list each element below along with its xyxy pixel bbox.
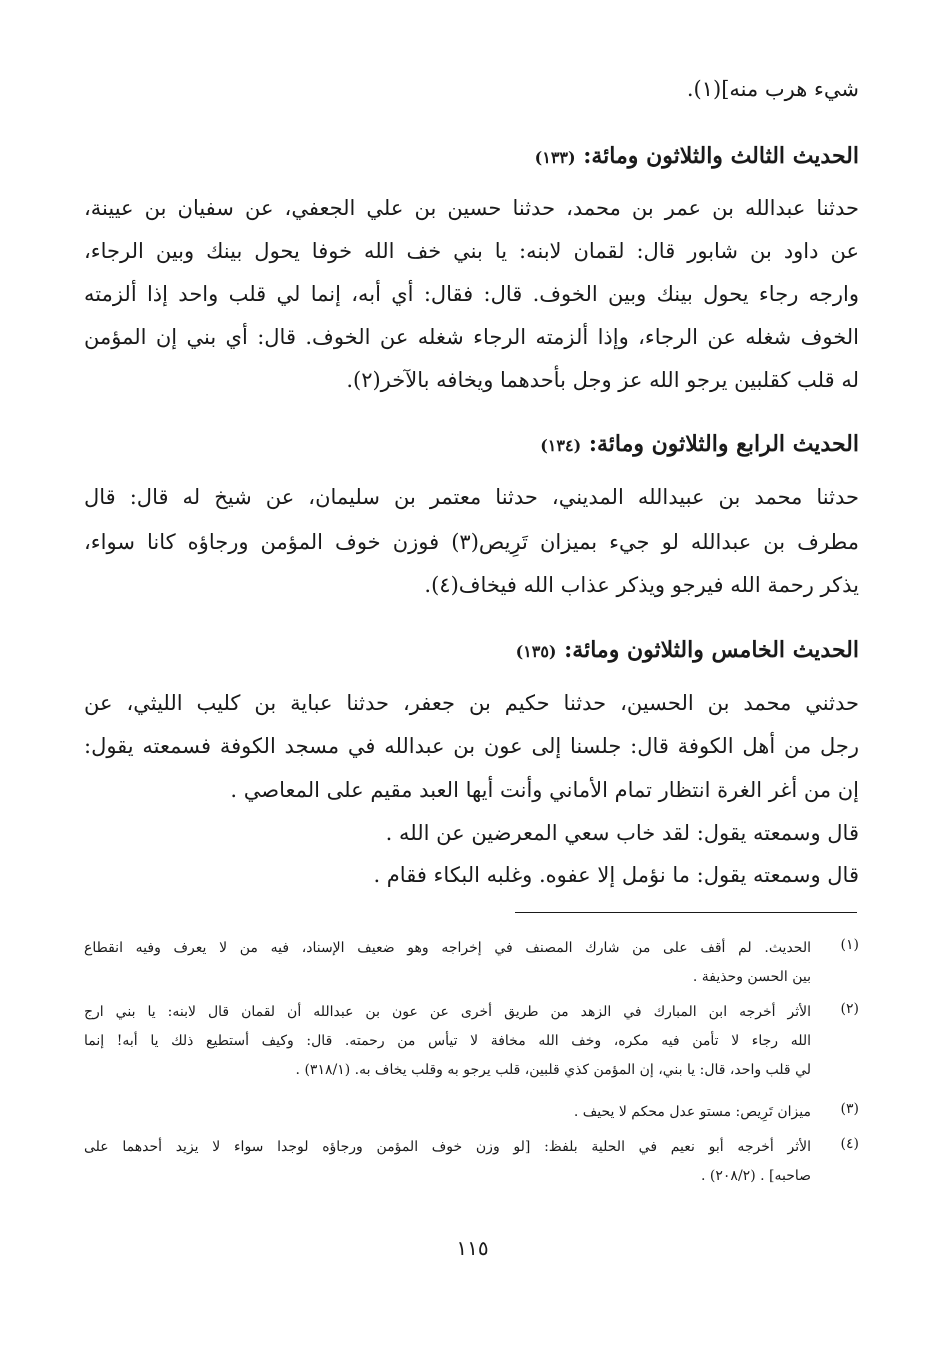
page-number: ١١٥ (456, 1236, 489, 1260)
footnote-line: لي قلب واحد، قال: يا بني، إن المؤمن كذي قلبين، قلب يرجو به وقلب يخاف به. (٣١٨/١) . (295, 1062, 811, 1078)
hadith-133-line-4: الخوف شغله عن الرجاء، وإذا ألزمته الرجاء شغله عن الخوف. قال: أي بني إن المؤمن (84, 325, 859, 349)
hadith-133-line-5: له قلب كقلبين يرجو الله عز وجل بأحدهما ويخافه بالآخر(٢). (346, 368, 859, 392)
hadith-135-line-1: حدثني محمد بن الحسين، حدثنا حكيم بن جعفر، حدثنا عباية بن كليب الليثي، عن (84, 691, 859, 715)
hadith-134-line-1: حدثنا محمد بن عبيدالله المديني، حدثنا معتمر بن سليمان، عن شيخ له قال: قال (84, 485, 859, 509)
hadith-135-line-2: رجل من أهل الكوفة قال: جلسنا إلى عون بن عبدالله في مسجد الكوفة فسمعته يقول: (84, 734, 859, 758)
hadith-133-line-3: وارجه رجاء يحول بينك وبين الخوف. قال: فقال: أي أبه، إنما لي قلب واحد إذا ألزمته (84, 282, 859, 306)
footnote-line: الحديث. لم أقف على من شارك المصنف في إخراجه وهو ضعيف الإسناد، فيه من لا يعرف وفيه انقطاع (84, 940, 811, 956)
hadith-134-line-3: يذكر رحمة الله فيرجو ويذكر عذاب الله فيخاف(٤). (424, 573, 859, 597)
footnote-3 (84, 1098, 859, 1127)
footnote-number: (٣) (840, 1101, 859, 1117)
hadith-135-line-5: قال وسمعته يقول: ما نؤمل إلا عفوه. وغلبه البكاء فقام . (373, 863, 859, 887)
hadith-heading-number: (١٣٥) (515, 642, 557, 661)
footnote-line: ميزان تَرِيص: مستو عدل محكم لا يحيف . (573, 1104, 811, 1120)
hadith-heading-number: (١٣٣) (534, 148, 576, 167)
footnote-line: الله رجاء لا تأمن فيه مكره، وخف الله مخافة لا تيأس من رحمته. قال: وكيف أستطيع ذلك يا أبه! إنما (84, 1033, 811, 1049)
footnote-number: (٢) (840, 1001, 859, 1017)
footnote-separator (515, 912, 857, 913)
hadith-135-line-3: إن من أغر الغرة انتظار تمام الأماني وأنت أيها العبد مقيم على المعاصي . (230, 778, 859, 802)
hadith-heading-title: الحديث الثالث والثلاثون ومائة: (583, 143, 859, 169)
footnote-line: الأثر أخرجه أبو نعيم في الحلية بلفظ: [لو وزن خوف المؤمن ورجاؤه لوجدا سواء لا يزيد أحدهما على (84, 1139, 811, 1155)
opening-line: شيء هرب منه](١). (686, 77, 859, 101)
footnote-2 (84, 998, 859, 1085)
footnote-number: (٤) (840, 1136, 859, 1152)
hadith-heading-title: الحديث الخامس والثلاثون ومائة: (564, 637, 859, 663)
hadith-133-line-1: حدثنا عبدالله بن عمر بن محمد، حدثنا حسين بن علي الجعفي، عن سفيان بن عيينة، (84, 196, 859, 220)
hadith-135-heading (84, 634, 859, 666)
footnote-1 (84, 934, 859, 992)
footnote-number: (١) (840, 937, 859, 953)
hadith-heading-number: (١٣٤) (540, 436, 582, 455)
footnote-line: صاحبه] . (٢٠٨/٢) . (701, 1168, 811, 1184)
hadith-133-heading (84, 140, 859, 172)
hadith-heading-title: الحديث الرابع والثلاثون ومائة: (588, 431, 859, 457)
footnote-4 (84, 1133, 859, 1191)
footnote-line: بين الحسن وحذيفة . (692, 969, 811, 985)
footnote-line: الأثر أخرجه ابن المبارك في الزهد من طريق أخرى عن عون بن عبدالله أن لقمان قال لابنه: يا بني ارج (84, 1004, 811, 1020)
hadith-134-heading (84, 428, 859, 460)
hadith-135-line-4: قال وسمعته يقول: لقد خاب سعي المعرضين عن الله . (385, 821, 859, 845)
hadith-134-line-2: مطرف بن عبدالله لو جيء بميزان تَرِيص(٣) فوزن خوف المؤمن ورجاؤه كانا سواء، (84, 530, 859, 554)
hadith-133-line-2: عن داود بن شابور قال: لقمان لابنه: يا بني خف الله خوفا يحول بينك وبين الرجاء، (84, 239, 859, 263)
